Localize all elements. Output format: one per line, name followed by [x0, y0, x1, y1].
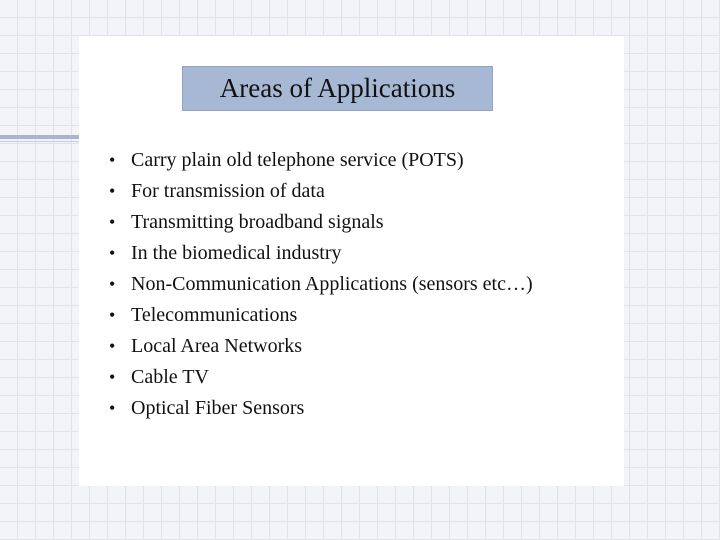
bullet-item: [109, 206, 533, 237]
bullet-icon: •: [109, 211, 116, 232]
slide-content: [79, 36, 624, 486]
bullet-text: Cable TV: [131, 365, 209, 388]
bullet-text: Non-Communication Applications (sensors etc…): [131, 272, 533, 295]
bullet-text: In the biomedical industry: [131, 241, 342, 264]
bullet-text: Telecommunications: [131, 303, 298, 326]
decorative-accent-line: [0, 135, 80, 139]
bullet-icon: •: [109, 149, 116, 170]
bullet-icon: •: [109, 180, 116, 201]
bullet-icon: •: [109, 366, 116, 387]
bullet-item: [109, 144, 533, 175]
bullet-item: [109, 392, 533, 423]
decorative-accent-line-thin: [0, 141, 80, 142]
bullet-icon: •: [109, 242, 116, 263]
bullet-icon: •: [109, 273, 116, 294]
bullet-text: For transmission of data: [131, 179, 325, 202]
bullet-item: [109, 237, 533, 268]
bullet-text: Optical Fiber Sensors: [131, 396, 305, 419]
bullet-text: Local Area Networks: [131, 334, 303, 357]
bullet-item: [109, 330, 533, 361]
bullet-text: Transmitting broadband signals: [131, 210, 384, 233]
bullet-item: [109, 268, 533, 299]
bullet-item: [109, 175, 533, 206]
bullet-icon: •: [109, 335, 116, 356]
bullet-icon: •: [109, 304, 116, 325]
bullet-item: [109, 361, 533, 392]
title-box: [182, 66, 493, 111]
bullet-text: Carry plain old telephone service (POTS): [131, 148, 464, 171]
bullet-list: [109, 144, 533, 423]
bullet-icon: •: [109, 397, 116, 418]
bullet-item: [109, 299, 533, 330]
slide-title: Areas of Applications: [219, 73, 456, 103]
